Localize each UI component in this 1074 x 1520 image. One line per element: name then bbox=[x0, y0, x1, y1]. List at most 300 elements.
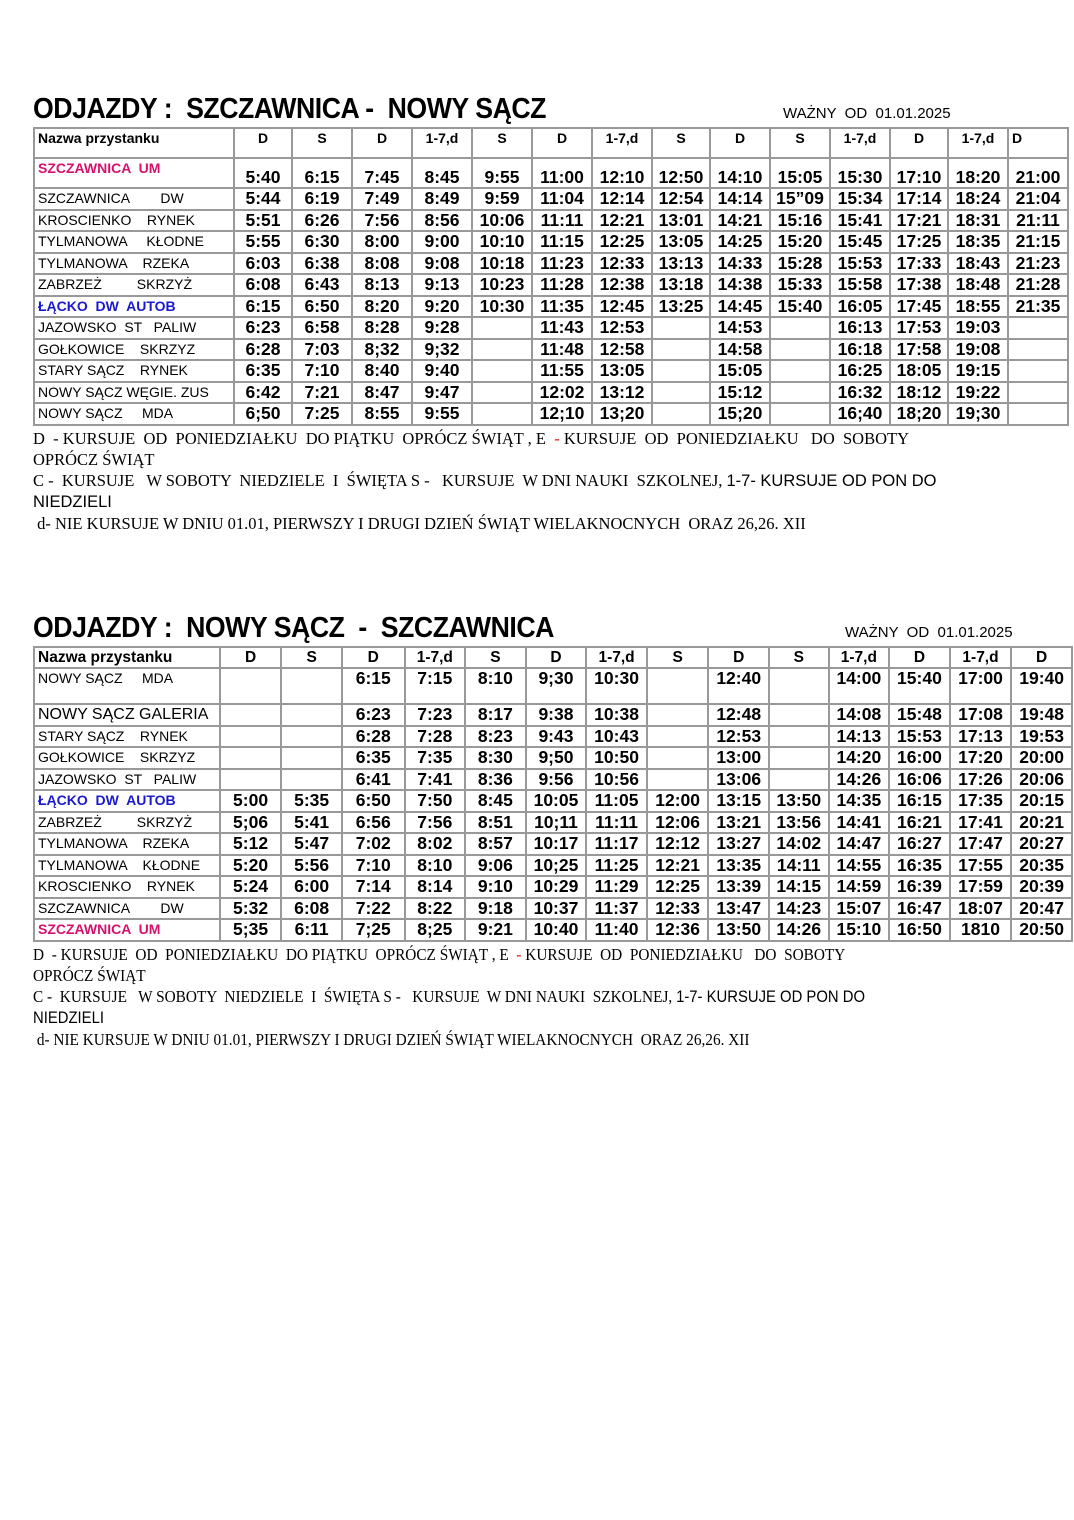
departure-time: 13:35 bbox=[708, 855, 769, 877]
valid-from-label: WAŻNY OD 01.01.2025 bbox=[783, 105, 951, 122]
departure-time: 9:10 bbox=[465, 876, 526, 898]
stop-row bbox=[34, 790, 1072, 812]
departure-time: 18:24 bbox=[948, 188, 1008, 210]
departure-time: 10:56 bbox=[586, 769, 647, 791]
departure-time: 20:27 bbox=[1011, 833, 1072, 855]
departure-time: 6:08 bbox=[281, 898, 342, 920]
departure-time: 8:22 bbox=[405, 898, 466, 920]
departure-time: 15:40 bbox=[770, 296, 830, 318]
departure-time: 20:39 bbox=[1011, 876, 1072, 898]
departure-time bbox=[770, 360, 830, 382]
departure-time: 12:45 bbox=[592, 296, 652, 318]
departure-time: 8:10 bbox=[465, 668, 526, 704]
departure-time: 19:08 bbox=[948, 339, 1008, 361]
stop-name: NOWY SĄCZ GALERIA bbox=[34, 704, 220, 726]
departure-time: 14:26 bbox=[829, 769, 890, 791]
departure-time: 14:35 bbox=[829, 790, 890, 812]
departure-time: 13:05 bbox=[592, 360, 652, 382]
departure-time: 17:13 bbox=[950, 726, 1012, 748]
departures-table bbox=[33, 127, 1069, 426]
title-row bbox=[33, 612, 1069, 646]
stop-row bbox=[34, 158, 1068, 188]
column-header-service-code: 1-7,d bbox=[829, 647, 890, 668]
departure-time: 16:27 bbox=[889, 833, 950, 855]
departure-time: 9:43 bbox=[526, 726, 587, 748]
departure-time: 13;20 bbox=[592, 403, 652, 425]
departure-time: 6:00 bbox=[281, 876, 342, 898]
departure-time: 7:10 bbox=[292, 360, 352, 382]
departure-time: 11:48 bbox=[532, 339, 592, 361]
departure-time: 6:15 bbox=[234, 296, 292, 318]
departure-time: 19:48 bbox=[1011, 704, 1072, 726]
departure-time: 8:45 bbox=[465, 790, 526, 812]
legend-notes bbox=[33, 428, 1069, 534]
departure-time: 14:53 bbox=[710, 317, 770, 339]
departure-time: 8:51 bbox=[465, 812, 526, 834]
stop-row bbox=[34, 769, 1072, 791]
departure-time: 15:05 bbox=[710, 360, 770, 382]
departure-time: 17:59 bbox=[950, 876, 1012, 898]
departure-time: 9:21 bbox=[465, 919, 526, 941]
departure-time: 16:15 bbox=[889, 790, 950, 812]
departure-time: 11:00 bbox=[532, 158, 592, 188]
departure-time: 17:33 bbox=[890, 253, 948, 275]
stop-name: ZABRZEŻ SKRZYŻ bbox=[34, 274, 234, 296]
departure-time: 5:55 bbox=[234, 231, 292, 253]
departure-time: 17:00 bbox=[950, 668, 1012, 704]
departure-time: 5:35 bbox=[281, 790, 342, 812]
departure-time bbox=[1008, 382, 1068, 404]
departure-time: 12:25 bbox=[592, 231, 652, 253]
departure-time: 17:20 bbox=[950, 747, 1012, 769]
departure-time: 14:59 bbox=[829, 876, 890, 898]
stop-name: JAZOWSKO ST PALIW bbox=[34, 317, 234, 339]
departure-time: 19:53 bbox=[1011, 726, 1072, 748]
departure-time: 21:04 bbox=[1008, 188, 1068, 210]
stop-row bbox=[34, 855, 1072, 877]
departure-time: 18:43 bbox=[948, 253, 1008, 275]
departure-time: 15:48 bbox=[889, 704, 950, 726]
departure-time: 19:15 bbox=[948, 360, 1008, 382]
departure-time: 6:30 bbox=[292, 231, 352, 253]
departure-time: 14:08 bbox=[829, 704, 890, 726]
departure-time: 11:23 bbox=[532, 253, 592, 275]
departure-time: 18:31 bbox=[948, 210, 1008, 232]
departure-time: 18:20 bbox=[948, 158, 1008, 188]
departure-time: 12:53 bbox=[592, 317, 652, 339]
departure-time: 8:40 bbox=[352, 360, 412, 382]
departure-time: 6:35 bbox=[342, 747, 405, 769]
stop-name: ŁĄCKO DW AUTOB bbox=[34, 296, 234, 318]
stop-name: NOWY SĄCZ MDA bbox=[34, 403, 234, 425]
departure-time: 16:18 bbox=[830, 339, 890, 361]
stop-name: SZCZAWNICA DW bbox=[34, 898, 220, 920]
departure-time: 15:12 bbox=[710, 382, 770, 404]
stop-row bbox=[34, 274, 1068, 296]
departure-time: 18:55 bbox=[948, 296, 1008, 318]
departure-time: 20:00 bbox=[1011, 747, 1072, 769]
stop-row bbox=[34, 898, 1072, 920]
departure-time: 10:18 bbox=[472, 253, 532, 275]
departure-time: 8:30 bbox=[465, 747, 526, 769]
departure-time bbox=[1008, 403, 1068, 425]
departure-time bbox=[281, 747, 342, 769]
departure-time: 12:21 bbox=[592, 210, 652, 232]
departure-time: 13:50 bbox=[769, 790, 829, 812]
departure-time: 17:58 bbox=[890, 339, 948, 361]
departure-time: 8:56 bbox=[412, 210, 472, 232]
departure-time: 13:00 bbox=[708, 747, 769, 769]
note-line-continuation: OPRÓCZ ŚWIĄT bbox=[33, 965, 146, 985]
stop-row bbox=[34, 704, 1072, 726]
column-header-service-code: D bbox=[710, 128, 770, 158]
departure-time: 7:56 bbox=[405, 812, 466, 834]
departure-time: 9:55 bbox=[412, 403, 472, 425]
note-line-continuation: NIEDZIELI bbox=[33, 492, 112, 511]
departure-time: 7:50 bbox=[405, 790, 466, 812]
departure-time: 6:28 bbox=[234, 339, 292, 361]
departure-time: 6:28 bbox=[342, 726, 405, 748]
departure-time: 21:15 bbox=[1008, 231, 1068, 253]
departure-time: 12:58 bbox=[592, 339, 652, 361]
departure-time: 15:33 bbox=[770, 274, 830, 296]
departure-time: 12:48 bbox=[708, 704, 769, 726]
departure-time: 8:45 bbox=[412, 158, 472, 188]
departure-time bbox=[1008, 317, 1068, 339]
departure-time: 13:27 bbox=[708, 833, 769, 855]
departure-time: 10:30 bbox=[472, 296, 532, 318]
departure-time: 17:21 bbox=[890, 210, 948, 232]
departure-time: 9:28 bbox=[412, 317, 472, 339]
column-header-service-code: S bbox=[292, 128, 352, 158]
departure-time: 10:30 bbox=[586, 668, 647, 704]
stop-name: JAZOWSKO ST PALIW bbox=[34, 769, 220, 791]
departure-time: 17:38 bbox=[890, 274, 948, 296]
stop-name: KROSCIENKO RYNEK bbox=[34, 210, 234, 232]
note-line-continuation: OPRÓCZ ŚWIĄT bbox=[33, 449, 155, 469]
departure-time: 20:35 bbox=[1011, 855, 1072, 877]
departure-time: 12:33 bbox=[592, 253, 652, 275]
timetable-title: ODJAZDY : NOWY SĄCZ - SZCZAWNICA bbox=[33, 612, 554, 644]
stop-name: GOŁKOWICE SKRZYZ bbox=[34, 339, 234, 361]
departure-time: 10;11 bbox=[526, 812, 587, 834]
departure-time: 16:13 bbox=[830, 317, 890, 339]
departure-time: 13:06 bbox=[708, 769, 769, 791]
departure-time: 6:15 bbox=[342, 668, 405, 704]
departure-time: 6;50 bbox=[234, 403, 292, 425]
departure-time: 5:56 bbox=[281, 855, 342, 877]
stop-name: ŁĄCKO DW AUTOB bbox=[34, 790, 220, 812]
departure-time: 12:00 bbox=[647, 790, 709, 812]
departure-time: 13:15 bbox=[708, 790, 769, 812]
departure-time: 14:23 bbox=[769, 898, 829, 920]
column-header-service-code: D bbox=[889, 647, 950, 668]
departure-time bbox=[220, 704, 282, 726]
departure-time: 16:47 bbox=[889, 898, 950, 920]
departure-time bbox=[769, 769, 829, 791]
timetable-nowy-sacz-szczawnica bbox=[33, 612, 1069, 1050]
stop-row bbox=[34, 747, 1072, 769]
note-line-continuation: NIEDZIELI bbox=[33, 1008, 104, 1027]
departure-time: 13:18 bbox=[652, 274, 710, 296]
stop-name: ZABRZEŻ SKRZYŻ bbox=[34, 812, 220, 834]
valid-from-label: WAŻNY OD 01.01.2025 bbox=[845, 624, 1013, 641]
departure-time bbox=[647, 726, 709, 748]
column-header-service-code: 1-7,d bbox=[950, 647, 1012, 668]
departure-time: 19:22 bbox=[948, 382, 1008, 404]
stop-row bbox=[34, 360, 1068, 382]
departure-time: 21:11 bbox=[1008, 210, 1068, 232]
departure-time: 5;35 bbox=[220, 919, 282, 941]
departure-time: 9:06 bbox=[465, 855, 526, 877]
departure-time bbox=[770, 403, 830, 425]
departure-time: 14:45 bbox=[710, 296, 770, 318]
departure-time: 14:47 bbox=[829, 833, 890, 855]
departure-time: 9:38 bbox=[526, 704, 587, 726]
departure-time: 8:36 bbox=[465, 769, 526, 791]
stop-row bbox=[34, 668, 1072, 704]
column-header-service-code: D bbox=[890, 128, 948, 158]
departure-time: 15:58 bbox=[830, 274, 890, 296]
departure-time: 9:20 bbox=[412, 296, 472, 318]
departure-time bbox=[647, 747, 709, 769]
departure-time: 20:06 bbox=[1011, 769, 1072, 791]
stop-row bbox=[34, 382, 1068, 404]
column-header-stop-name: Nazwa przystanku bbox=[34, 647, 220, 668]
departure-time: 1810 bbox=[950, 919, 1012, 941]
departure-time: 19;30 bbox=[948, 403, 1008, 425]
departure-time: 9:18 bbox=[465, 898, 526, 920]
departure-time: 13:13 bbox=[652, 253, 710, 275]
departure-time: 19:03 bbox=[948, 317, 1008, 339]
departure-time: 15:34 bbox=[830, 188, 890, 210]
departure-time: 12:36 bbox=[647, 919, 709, 941]
departure-time: 7:41 bbox=[405, 769, 466, 791]
departure-time bbox=[472, 317, 532, 339]
departure-time: 12:53 bbox=[708, 726, 769, 748]
departure-time: 12;10 bbox=[532, 403, 592, 425]
departure-time: 16:00 bbox=[889, 747, 950, 769]
departure-time: 8;32 bbox=[352, 339, 412, 361]
note-line-c-s-17: C - KURSUJE W SOBOTY NIEDZIELE I ŚWIĘTA S - KURSUJE W DNI NAUKI SZKOLNEJ, 1-7- KURSUJE OD PON DO bbox=[33, 470, 937, 490]
stop-row bbox=[34, 726, 1072, 748]
departure-time: 20:50 bbox=[1011, 919, 1072, 941]
stop-name: TYLMANOWA KŁODNE bbox=[34, 231, 234, 253]
departure-time: 17:35 bbox=[950, 790, 1012, 812]
departure-time: 17:53 bbox=[890, 317, 948, 339]
departure-time: 7;25 bbox=[342, 919, 405, 941]
departure-time: 21:23 bbox=[1008, 253, 1068, 275]
departure-time: 18:12 bbox=[890, 382, 948, 404]
stop-row bbox=[34, 296, 1068, 318]
stop-name: GOŁKOWICE SKRZYZ bbox=[34, 747, 220, 769]
stop-row bbox=[34, 833, 1072, 855]
note-line-d-lowercase: d- NIE KURSUJE W DNIU 01.01, PIERWSZY I DRUGI DZIEŃ ŚWIĄT WIELAKNOCNYCH ORAZ 26,26. XII bbox=[33, 513, 806, 533]
column-header-service-code: S bbox=[770, 128, 830, 158]
departure-time bbox=[472, 382, 532, 404]
departure-time: 9:13 bbox=[412, 274, 472, 296]
departure-time bbox=[220, 747, 282, 769]
departure-time: 7:23 bbox=[405, 704, 466, 726]
stop-row bbox=[34, 812, 1072, 834]
departure-time: 15”09 bbox=[770, 188, 830, 210]
departure-time: 13:01 bbox=[652, 210, 710, 232]
stop-name: STARY SĄCZ RYNEK bbox=[34, 360, 234, 382]
departure-time: 17:41 bbox=[950, 812, 1012, 834]
departure-time: 12:25 bbox=[647, 876, 709, 898]
departure-time: 6:11 bbox=[281, 919, 342, 941]
departure-time: 6:08 bbox=[234, 274, 292, 296]
column-header-service-code: S bbox=[652, 128, 710, 158]
stop-row bbox=[34, 210, 1068, 232]
departure-time: 10;25 bbox=[526, 855, 587, 877]
column-header-service-code: S bbox=[465, 647, 526, 668]
departure-time bbox=[769, 747, 829, 769]
departure-time: 8:14 bbox=[405, 876, 466, 898]
departure-time: 16:50 bbox=[889, 919, 950, 941]
departure-time: 21:28 bbox=[1008, 274, 1068, 296]
departure-time: 14:11 bbox=[769, 855, 829, 877]
column-header-service-code: S bbox=[472, 128, 532, 158]
departure-time: 16:39 bbox=[889, 876, 950, 898]
departure-time: 17:08 bbox=[950, 704, 1012, 726]
departure-time: 11:35 bbox=[532, 296, 592, 318]
departure-time bbox=[769, 726, 829, 748]
departure-time: 18;20 bbox=[890, 403, 948, 425]
departure-time: 6:50 bbox=[342, 790, 405, 812]
departure-time: 10:40 bbox=[526, 919, 587, 941]
departure-time bbox=[472, 339, 532, 361]
departure-time: 13:39 bbox=[708, 876, 769, 898]
departure-time: 8:13 bbox=[352, 274, 412, 296]
departure-time: 8:55 bbox=[352, 403, 412, 425]
departure-time: 20:47 bbox=[1011, 898, 1072, 920]
departure-time: 14:02 bbox=[769, 833, 829, 855]
departure-time: 5:20 bbox=[220, 855, 282, 877]
departure-time: 16:06 bbox=[889, 769, 950, 791]
stop-row bbox=[34, 188, 1068, 210]
departure-time: 6:43 bbox=[292, 274, 352, 296]
departure-time: 12:12 bbox=[647, 833, 709, 855]
departure-time: 6:56 bbox=[342, 812, 405, 834]
departure-time bbox=[220, 668, 282, 704]
departure-time: 11:11 bbox=[532, 210, 592, 232]
departure-time: 12:33 bbox=[647, 898, 709, 920]
departure-time: 17:26 bbox=[950, 769, 1012, 791]
note-line-d-lowercase: d- NIE KURSUJE W DNIU 01.01, PIERWSZY I DRUGI DZIEŃ ŚWIĄT WIELAKNOCNYCH ORAZ 26,26. XII bbox=[33, 1029, 750, 1049]
departure-time: 7:35 bbox=[405, 747, 466, 769]
departure-time: 13:12 bbox=[592, 382, 652, 404]
departure-time: 8:28 bbox=[352, 317, 412, 339]
departure-time: 13:47 bbox=[708, 898, 769, 920]
header-row bbox=[34, 647, 1072, 668]
title-row bbox=[33, 93, 1069, 127]
departure-time: 8:57 bbox=[465, 833, 526, 855]
departure-time: 9:00 bbox=[412, 231, 472, 253]
departure-time: 9:59 bbox=[472, 188, 532, 210]
departure-time: 11:05 bbox=[586, 790, 647, 812]
departure-time: 8;25 bbox=[405, 919, 466, 941]
departure-time: 6:26 bbox=[292, 210, 352, 232]
note-line-d-e: D - KURSUJE OD PONIEDZIAŁKU DO PIĄTKU OPRÓCZ ŚWIĄT , E - KURSUJE OD PONIEDZIAŁKU DO SOBOTY bbox=[33, 428, 910, 448]
departure-time: 10:29 bbox=[526, 876, 587, 898]
departure-time: 8:00 bbox=[352, 231, 412, 253]
stop-row bbox=[34, 253, 1068, 275]
departure-time: 10:23 bbox=[472, 274, 532, 296]
stop-name: TYLMANOWA RZEKA bbox=[34, 253, 234, 275]
column-header-service-code: 1-7,d bbox=[405, 647, 466, 668]
departure-time: 14:38 bbox=[710, 274, 770, 296]
departure-time: 13:56 bbox=[769, 812, 829, 834]
departure-time: 11:25 bbox=[586, 855, 647, 877]
stop-name: TYLMANOWA KŁODNE bbox=[34, 855, 220, 877]
departure-time: 11:40 bbox=[586, 919, 647, 941]
departure-time: 7:21 bbox=[292, 382, 352, 404]
departure-time: 7:25 bbox=[292, 403, 352, 425]
departure-time: 8:20 bbox=[352, 296, 412, 318]
departure-time: 10:05 bbox=[526, 790, 587, 812]
column-header-service-code: D bbox=[220, 647, 282, 668]
departure-time: 15:05 bbox=[770, 158, 830, 188]
departure-time: 15:28 bbox=[770, 253, 830, 275]
departure-time: 11:04 bbox=[532, 188, 592, 210]
departure-time: 16:35 bbox=[889, 855, 950, 877]
departure-time: 10:50 bbox=[586, 747, 647, 769]
departure-time: 8:02 bbox=[405, 833, 466, 855]
timetable-szczawnica-nowy-sacz bbox=[33, 93, 1069, 534]
departure-time: 16;40 bbox=[830, 403, 890, 425]
departure-time: 5:00 bbox=[220, 790, 282, 812]
stop-name: SZCZAWNICA UM bbox=[34, 158, 234, 188]
legend-notes bbox=[33, 944, 1068, 1050]
departure-time: 7:15 bbox=[405, 668, 466, 704]
stop-row bbox=[34, 876, 1072, 898]
departure-time: 21:00 bbox=[1008, 158, 1068, 188]
departure-time: 5:44 bbox=[234, 188, 292, 210]
departure-time: 18:35 bbox=[948, 231, 1008, 253]
departure-time: 14:20 bbox=[829, 747, 890, 769]
departure-time: 8:47 bbox=[352, 382, 412, 404]
departure-time: 17:45 bbox=[890, 296, 948, 318]
departure-time: 16:32 bbox=[830, 382, 890, 404]
departure-time: 9:55 bbox=[472, 158, 532, 188]
departure-time: 15;20 bbox=[710, 403, 770, 425]
column-header-service-code: D bbox=[708, 647, 769, 668]
departure-time: 7:45 bbox=[352, 158, 412, 188]
departure-time bbox=[647, 769, 709, 791]
departure-time: 9:56 bbox=[526, 769, 587, 791]
departure-time bbox=[647, 668, 709, 704]
departure-time: 16:05 bbox=[830, 296, 890, 318]
departures-table bbox=[33, 646, 1073, 942]
departure-time bbox=[652, 382, 710, 404]
departure-time bbox=[472, 403, 532, 425]
departure-time: 8:49 bbox=[412, 188, 472, 210]
stop-name: SZCZAWNICA UM bbox=[34, 919, 220, 941]
column-header-service-code: D bbox=[532, 128, 592, 158]
departure-time bbox=[769, 704, 829, 726]
departure-time bbox=[652, 360, 710, 382]
departure-time: 8:17 bbox=[465, 704, 526, 726]
departure-time: 14:25 bbox=[710, 231, 770, 253]
departure-time: 12:50 bbox=[652, 158, 710, 188]
stop-name: SZCZAWNICA DW bbox=[34, 188, 234, 210]
departure-time: 5:41 bbox=[281, 812, 342, 834]
departure-time: 7:10 bbox=[342, 855, 405, 877]
departure-time: 15:40 bbox=[889, 668, 950, 704]
departure-time: 12:21 bbox=[647, 855, 709, 877]
departure-time: 6:35 bbox=[234, 360, 292, 382]
